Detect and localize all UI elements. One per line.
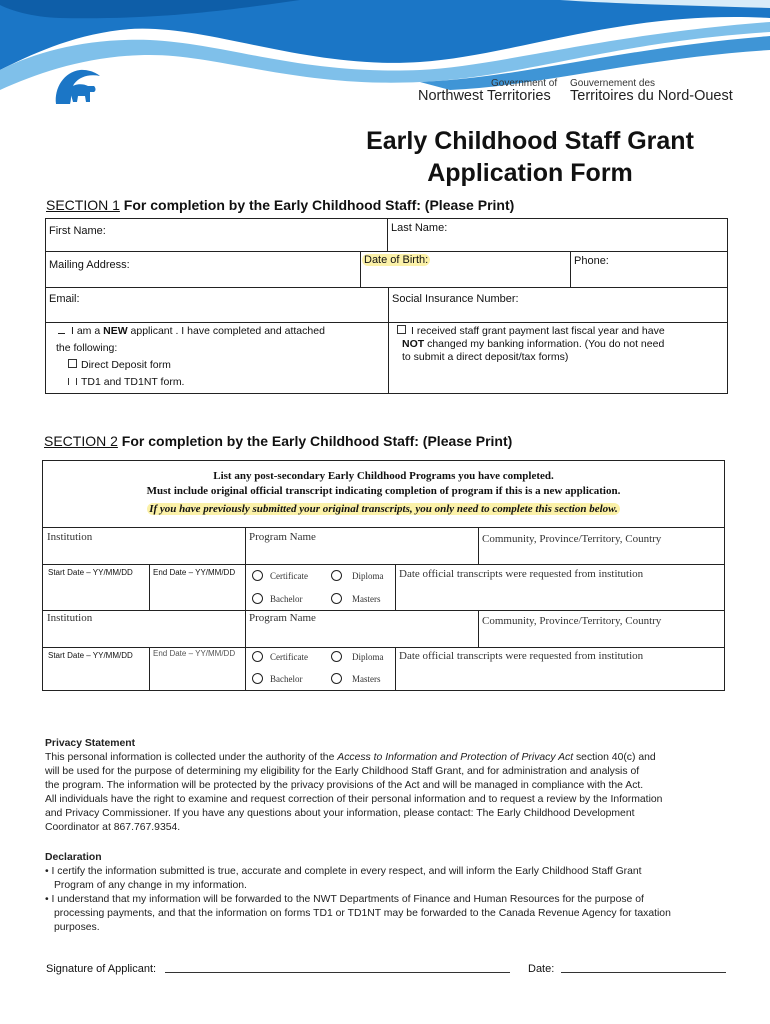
end-date-field-2[interactable]: End Date – YY/MM/DD	[153, 649, 236, 658]
masters-radio-1[interactable]	[331, 593, 342, 604]
program-name-field-2[interactable]: Program Name	[249, 612, 316, 624]
received-payment-checkbox[interactable]	[397, 325, 406, 334]
privacy-line4: All individuals have the right to examine and request correction of their personal information and to request a review by the Information	[45, 794, 663, 805]
received-line3: to submit a direct deposit/tax forms)	[402, 351, 569, 363]
certificate-label-2: Certificate	[270, 652, 308, 662]
section2-label: SECTION 2	[44, 433, 118, 449]
start-date-field-1[interactable]: Start Date – YY/MM/DD	[48, 568, 133, 577]
signature-label: Signature of Applicant:	[46, 963, 157, 975]
instruction-line3-wrap	[42, 499, 725, 517]
end-date-field-1[interactable]: End Date – YY/MM/DD	[153, 568, 236, 577]
transcripts-date-field-1[interactable]: Date official transcripts were requested from institution	[399, 568, 644, 580]
diploma-label-1: Diploma	[352, 571, 384, 581]
declaration-bullet2-line2: processing payments, and that the information on forms TD1 or TD1NT may be forwarded to the Canada Revenue Agency for taxation	[54, 908, 671, 919]
masters-radio-2[interactable]	[331, 673, 342, 684]
sin-field[interactable]: Social Insurance Number:	[392, 293, 519, 305]
section1-label: SECTION 1	[46, 197, 120, 213]
privacy-line5: and Privacy Commissioner. If you have any questions about your information, please contact: The Early Childhood Development	[45, 808, 635, 819]
privacy-line6: Coordinator at 867.767.9354.	[45, 822, 181, 833]
signature-line[interactable]	[165, 972, 510, 973]
direct-deposit-option[interactable]: Direct Deposit form	[68, 359, 171, 371]
bachelor-label-1: Bachelor	[270, 594, 303, 604]
gov-fr-big: Territoires du Nord-Ouest	[570, 88, 733, 104]
td1-option[interactable]: TD1 and TD1NT form.	[68, 376, 184, 388]
last-name-field[interactable]: Last Name:	[391, 222, 448, 234]
declaration-bullet2-line3: purposes.	[54, 922, 100, 933]
form-title-line2: Application Form	[427, 159, 633, 187]
institution-field-2[interactable]: Institution	[47, 612, 93, 624]
email-field[interactable]: Email:	[49, 293, 80, 305]
section2-heading	[44, 433, 512, 449]
new-applicant-option[interactable]: I am a NEW applicant . I have completed and attached	[58, 325, 325, 337]
institution-field-1[interactable]: Institution	[47, 531, 93, 543]
privacy-line1: This personal information is collected under the authority of the Access to Information and Protection of Privacy Act section 40(c) and	[45, 752, 656, 763]
declaration-bullet1-line2: Program of any change in my information.	[54, 880, 247, 891]
bachelor-label-2: Bachelor	[270, 674, 303, 684]
gov-en-small: Government of	[491, 78, 558, 89]
gov-en-big: Northwest Territories	[418, 88, 551, 104]
mailing-address-field[interactable]: Mailing Address:	[49, 259, 130, 271]
diploma-label-2: Diploma	[352, 652, 384, 662]
first-name-field[interactable]: First Name:	[49, 225, 106, 237]
bachelor-radio-1[interactable]	[252, 593, 263, 604]
instruction-line3: If you have previously submitted your original transcripts, you only need to complete this section below.	[149, 503, 618, 515]
certificate-radio-2[interactable]	[252, 651, 263, 662]
gov-fr-small: Gouvernement des	[570, 78, 656, 89]
date-line[interactable]	[561, 972, 726, 973]
instruction-line2: Must include original official transcript indicating completion of program if this is a new application.	[146, 485, 621, 497]
phone-field[interactable]: Phone:	[574, 255, 609, 267]
community-field-2[interactable]: Community, Province/Territory, Country	[482, 615, 662, 627]
masters-label-1: Masters	[352, 594, 381, 604]
start-date-field-2[interactable]: Start Date – YY/MM/DD	[48, 651, 133, 660]
polar-bear-logo	[50, 64, 104, 110]
declaration-heading: Declaration	[45, 852, 102, 863]
new-applicant-checkbox[interactable]	[58, 333, 65, 334]
community-field-1[interactable]: Community, Province/Territory, Country	[482, 533, 662, 545]
section1-title: For completion by the Early Childhood Staff: (Please Print)	[123, 197, 515, 213]
privacy-line2: will be used for the purpose of determining my eligibility for the Early Childhood Staff Grant, and for administration and analysis of	[45, 766, 640, 777]
new-applicant-line2: the following:	[56, 342, 118, 354]
bachelor-radio-2[interactable]	[252, 673, 263, 684]
received-payment-option[interactable]: I received staff grant payment last fiscal year and have	[397, 325, 665, 337]
certificate-label-1: Certificate	[270, 571, 308, 581]
privacy-heading: Privacy Statement	[45, 738, 136, 749]
date-label: Date:	[528, 963, 555, 975]
transcripts-date-field-2[interactable]: Date official transcripts were requested from institution	[399, 650, 644, 662]
td1-checkbox[interactable]	[68, 378, 77, 385]
direct-deposit-checkbox[interactable]	[68, 359, 77, 368]
privacy-line3: the program. The information will be protected by the privacy provisions of the Act and will be managed in compliance with the Act.	[45, 780, 644, 791]
diploma-radio-2[interactable]	[331, 651, 342, 662]
section2-title: For completion by the Early Childhood Staff: (Please Print)	[121, 433, 513, 449]
diploma-radio-1[interactable]	[331, 570, 342, 581]
section1-heading	[46, 197, 514, 213]
masters-label-2: Masters	[352, 674, 381, 684]
instruction-line1: List any post-secondary Early Childhood Programs you have completed.	[213, 470, 554, 482]
declaration-bullet2-line1: • I understand that my information will be forwarded to the NWT Departments of Finance and Human Resources for the purpose of	[45, 894, 644, 905]
program-name-field-1[interactable]: Program Name	[249, 531, 316, 543]
form-title-line1: Early Childhood Staff Grant	[366, 127, 694, 155]
certificate-radio-1[interactable]	[252, 570, 263, 581]
received-line2: NOT changed my banking information. (You do not need	[402, 338, 665, 350]
declaration-bullet1-line1: • I certify the information submitted is true, accurate and complete in every respect, and will inform the Early Childhood Staff Grant	[45, 866, 642, 877]
date-of-birth-field[interactable]: Date of Birth:	[364, 254, 429, 266]
